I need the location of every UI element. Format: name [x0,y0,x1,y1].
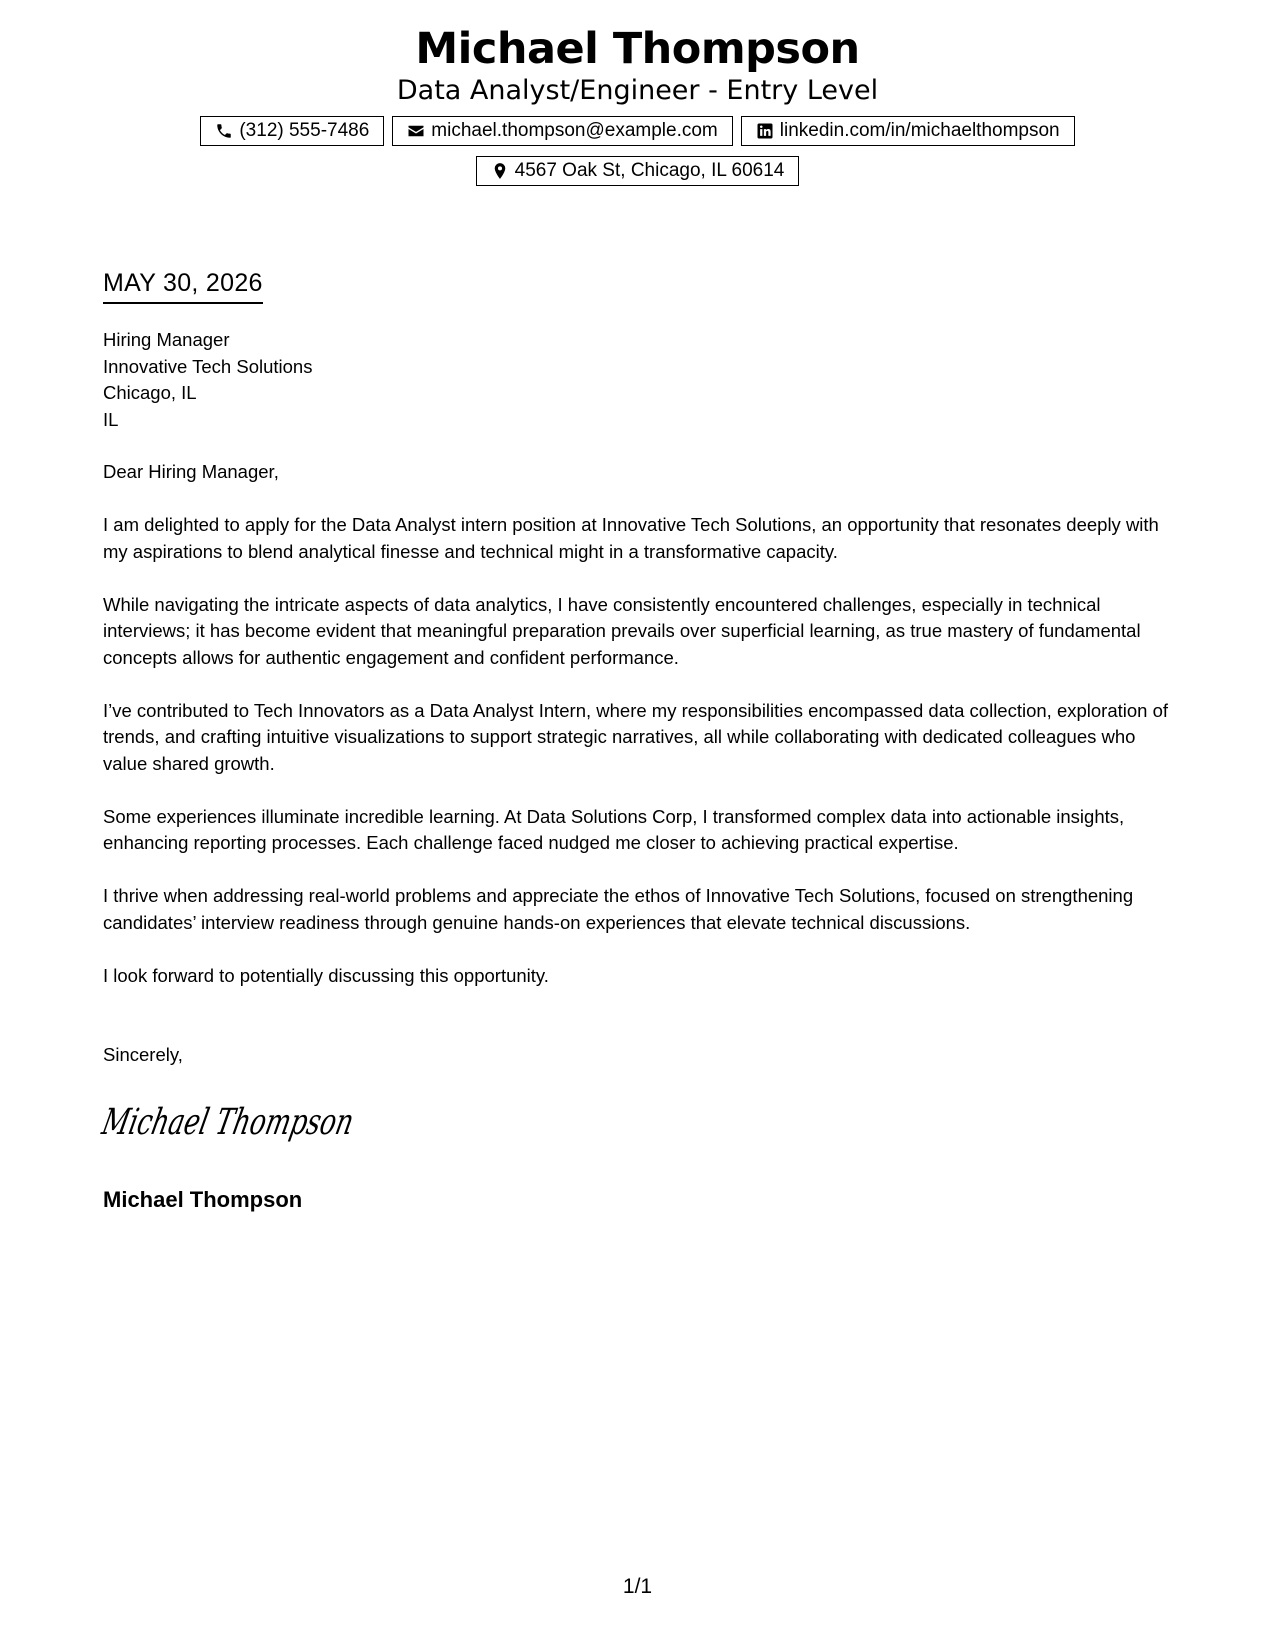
contact-phone[interactable] [200,116,384,146]
contact-row-2 [0,156,1275,186]
recipient-line: Hiring Manager [103,329,230,350]
body-paragraph: I thrive when addressing real-world problems and appreciate the ethos of Innovative Tech Solutions, focused on strengthening candidates’ interview readiness through genuine hands-on experiences that elevate technical discussions. [103,885,1134,933]
envelope-icon [407,122,425,140]
body-paragraph: While navigating the intricate aspects of data analytics, I have consistently encountered challenges, especially in technical interviews; it has become evident that meaningful preparation prevails over superficial learning, as true mastery of fundamental concepts allows for authentic engagement and confident performance. [103,593,1141,668]
body-paragraph: I am delighted to apply for the Data Analyst intern position at Innovative Tech Solutions, an opportunity that resonates deeply with my aspirations to blend analytical finesse and technical might in a transformative capacity. [103,514,1159,562]
phone-icon [215,122,233,140]
closing: Sincerely, [103,1044,183,1065]
svg-text:Michael Thompson: Michael Thompson [98,1100,455,1143]
recipient-block [103,327,312,433]
recipient-line: IL [103,408,119,430]
signer-name: Michael Thompson [103,1187,303,1212]
applicant-name: Michael Thompson [415,24,860,74]
recipient-line: Chicago, IL [103,382,197,403]
contact-row [198,116,1078,146]
body-paragraph: Some experiences illuminate incredible learning. At Data Solutions Corp, I transformed complex data into actionable insights, enhancing reporting processes. Each challenge faced nudged me closer to achieving practical expertise. [103,805,1125,853]
letter-header [0,20,1275,186]
handwritten-signature [98,1094,455,1155]
job-title: Data Analyst/Engineer - Entry Level [396,75,879,106]
salutation: Dear Hiring Manager, [103,461,279,482]
contact-email[interactable] [392,116,732,146]
map-pin-icon [491,162,509,180]
letter-body [103,459,1183,1016]
contact-address[interactable] [476,156,800,186]
body-paragraph: I’ve contributed to Tech Innovators as a Data Analyst Intern, where my responsibilities encompassed data collection, exploration of trends, and crafting intuitive visualizations to support strategic narratives, all while collaborating with dedicated colleagues who value shared growth. [103,699,1169,774]
recipient-line: Innovative Tech Solutions [103,355,313,377]
page-number: 1/1 [622,1575,653,1598]
linkedin-icon [756,122,774,140]
contact-linkedin-text: linkedin.com/in/michaelthompson [779,120,1060,141]
contact-phone-text: (312) 555-7486 [239,120,370,141]
contact-email-text: michael.thompson@example.com [431,120,718,141]
contact-linkedin[interactable] [741,116,1075,146]
letter-date: MAY 30, 2026 [103,268,263,304]
contact-address-text: 4567 Oak St, Chicago, IL 60614 [514,160,785,181]
body-paragraph: I look forward to potentially discussing this opportunity. [103,964,549,986]
